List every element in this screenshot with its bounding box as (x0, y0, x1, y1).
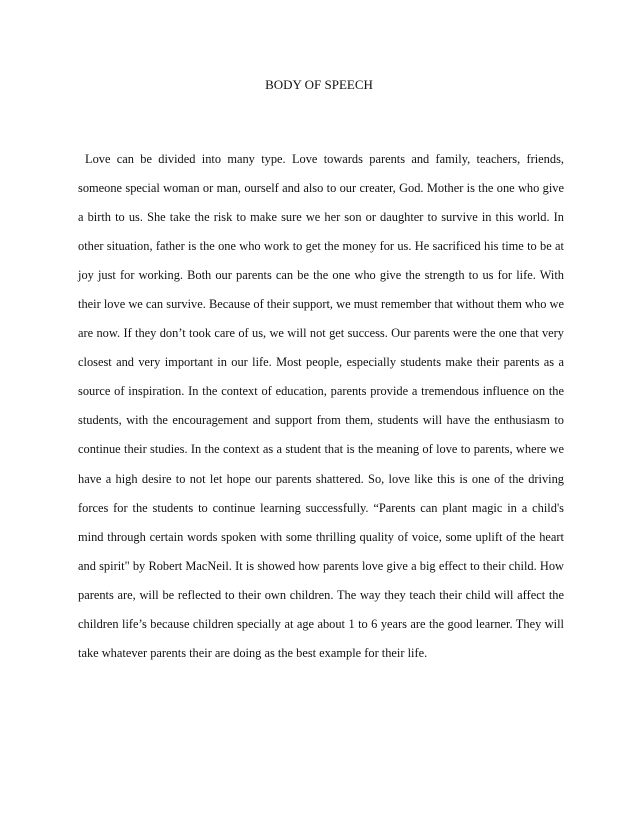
speech-title: BODY OF SPEECH (265, 77, 373, 92)
speech-body-paragraph: Love can be divided into many type. Love towards parents and family, teachers, friends, someone special woman or man, ourself and also to our creater, God. Mother is the one who give a birth to us. She take the risk to make sure we her son or daughter to survive in this world. In other situation, father is the one who work to get the money for us. He sacrificed his time to be at joy just for working. Both our parents can be the one who give the strength to us for life. With their love we can survive. Because of their support, we must remember that without them who we are now. If they don’t took care of us, we will not get success. Our parents were the one that very closest and very important in our life. Most people, especially students make their parents as a source of inspiration. In the context of education, parents provide a tremendous influence on the students, with the encouragement and support from them, students will have the enthusiasm to continue their studies. In the context as a student that is the meaning of love to parents, where we have a high desire to not let hope our parents shattered. So, love like this is one of the driving forces for the students to continue learning successfully. “Parents can plant magic in a child's mind through certain words spoken with some thrilling quality of voice, some uplift of the heart and spirit" by Robert MacNeil. It is showed how parents love give a big effect to their child. How parents are, will be reflected to their own children. The way they teach their child will affect the children life’s because children specially at age about 1 to 6 years are the good learner. They will take whatever parents their are doing as the best example for their life. (78, 152, 564, 660)
